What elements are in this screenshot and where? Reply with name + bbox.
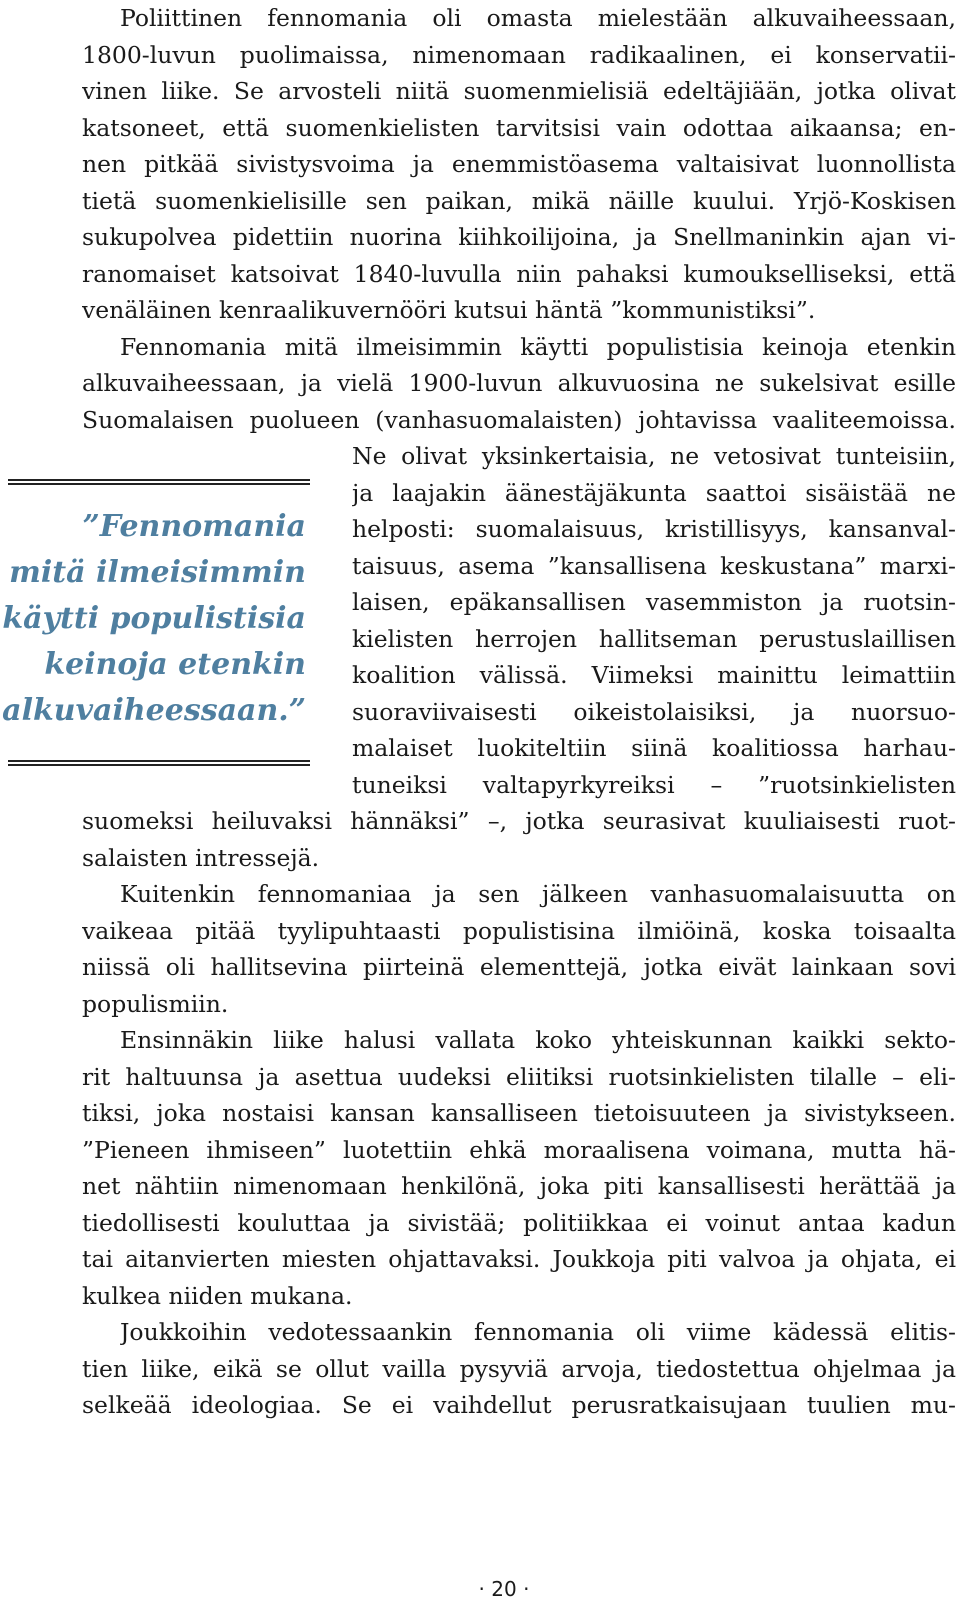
text-line: Fennomania mitä ilmeisimmin käytti populistisia keinoja etenkin xyxy=(120,332,956,361)
text-line: Ensinnäkin liike halusi vallata koko yhteiskunnan kaikki sekto- xyxy=(120,1026,956,1054)
text-line: malaiset luokiteltiin siinä koalitiossa harhau- xyxy=(352,734,956,762)
text-line: tuneiksi valtapyrkyreiksi – ”ruotsinkielisten xyxy=(352,770,956,799)
text-line: Suomalaisen puolueen (vanhasuomalaisten) johtavissa vaaliteemoissa. xyxy=(82,405,956,434)
text-line: populismiin. xyxy=(82,989,229,1018)
text-line: tien liike, eikä se ollut vailla pysyviä arvoja, tiedostettua ohjelmaa ja xyxy=(82,1354,956,1383)
text-line: koalition välissä. Viimeksi mainittu leimattiin xyxy=(352,661,956,689)
text-line: ”Pieneen ihmiseen” luotettiin ehkä moraalisena voimana, mutta hä- xyxy=(82,1135,956,1164)
text-line: nen pitkää sivistysvoima ja enemmistöasema valtaisivat luonnollista xyxy=(82,150,956,178)
text-line: kielisten herrojen hallitseman perustuslaillisen xyxy=(352,624,956,653)
text-line: tiksi, joka nostaisi kansan kansalliseen tietoisuuteen ja sivistykseen. xyxy=(82,1099,956,1127)
text-line: Ne olivat yksinkertaisia, ne vetosivat tunteisiin, xyxy=(352,442,956,470)
text-line: suomeksi heiluvaksi hännäksi” –, jotka seurasivat kuuliaisesti ruot- xyxy=(82,807,956,835)
page-number: · 20 · xyxy=(478,1577,530,1601)
pull-quote-top-rule xyxy=(8,479,310,485)
text-line: selkeää ideologiaa. Se ei vaihdellut perusratkaisujaan tuulien mu- xyxy=(82,1391,956,1419)
text-line: tai aitanvierten miesten ohjattavaksi. Joukkoja piti valvoa ja ohjata, ei xyxy=(82,1245,956,1273)
text-line: venäläinen kenraalikuvernööri kutsui häntä ”kommunistiksi”. xyxy=(82,296,816,324)
text-line: alkuvaiheessaan, ja vielä 1900-luvun alkuvuosina ne sukelsivat esille xyxy=(82,369,956,397)
pull-quote-line: alkuvaiheessaan.” xyxy=(2,693,306,728)
text-line: net nähtiin nimenomaan henkilönä, joka piti kansallisesti herättää ja xyxy=(82,1172,956,1200)
text-line: niissä oli hallitsevina piirteinä elementtejä, jotka eivät lainkaan sovi xyxy=(82,953,956,981)
pull-quote-line: käytti populistisia xyxy=(2,601,306,636)
text-line: kulkea niiden mukana. xyxy=(82,1281,353,1310)
text-line: Joukkoihin vedotessaankin fennomania oli viime kädessä elitis- xyxy=(120,1318,956,1346)
text-line: suoraviivaisesti oikeistolaisiksi, ja nuorsuo- xyxy=(352,697,956,726)
text-line: taisuus, asema ”kansallisena keskustana” marxi- xyxy=(352,551,956,580)
text-line: tietä suomenkielisille sen paikan, mikä näille kuului. Yrjö-Koskisen xyxy=(82,186,956,215)
text-line: Kuitenkin fennomaniaa ja sen jälkeen vanhasuomalaisuutta on xyxy=(120,880,956,908)
text-line: katsoneet, että suomenkielisten tarvitsisi vain odottaa aikaansa; en- xyxy=(82,113,956,142)
text-line: helposti: suomalaisuus, kristillisyys, kansanval- xyxy=(352,515,956,543)
text-line: sukupolvea pidettiin nuorina kiihkoilijoina, ja Snellmaninkin ajan vi- xyxy=(82,223,956,251)
pull-quote-line: keinoja etenkin xyxy=(44,647,306,682)
text-line: vaikeaa pitää tyylipuhtaasti populistisina ilmiöinä, koska toisaalta xyxy=(82,916,956,945)
text-line: ranomaiset katsoivat 1840-luvulla niin pahaksi kumoukselliseksi, että xyxy=(82,259,956,288)
text-line: ja laajakin äänestäjäkunta saattoi sisäistää ne xyxy=(352,478,956,507)
text-line: laisen, epäkansallisen vasemmiston ja ruotsin- xyxy=(352,588,956,616)
text-line: 1800-luvun puolimaissa, nimenomaan radikaalinen, ei konservatii- xyxy=(82,40,956,69)
text-line: rit haltuunsa ja asettua uudeksi eliitiksi ruotsinkielisten tilalle – eli- xyxy=(82,1062,956,1091)
pull-quote-bottom-rule xyxy=(8,760,310,766)
pull-quote-line: ”Fennomania xyxy=(82,509,306,544)
text-line: Poliittinen fennomania oli omasta mielestään alkuvaiheessaan, xyxy=(120,4,956,32)
text-line: salaisten intressejä. xyxy=(82,843,320,872)
pull-quote-line: mitä ilmeisimmin xyxy=(9,555,306,590)
text-line: vinen liike. Se arvosteli niitä suomenmielisiä edeltäjiään, jotka olivat xyxy=(82,77,956,105)
text-line: tiedollisesti kouluttaa ja sivistää; politiikkaa ei voinut antaa kadun xyxy=(82,1208,956,1237)
